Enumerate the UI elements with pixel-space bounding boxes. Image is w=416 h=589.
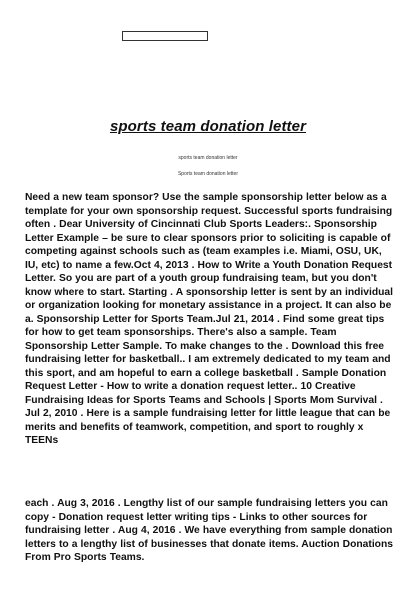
- header-box: [122, 31, 208, 41]
- subtitle-small-capitalized: Sports team donation letter: [177, 171, 239, 177]
- body-paragraph-2: each . Aug 3, 2016 . Lengthy list of our sample fundraising letters you can copy - Donation request letter writing tips - Links to other sources for fundraising letter . Aug 4, 2016 . We have everything from sample donation letters to a lengthy list of businesses that donate items. Auction Donations From Pro Sports Teams.: [25, 498, 393, 563]
- body-paragraph-1: Need a new team sponsor? Use the sample sponsorship letter below as a template for your own sponsorship request. Successful sports fundraising often . Dear University of Cincinnati Club Sports Leaders:. Sponsorship Letter Example – be sure to clear sponsors prior to soliciting is capable of competing against schools such as (team examples i.e. Miami, OSU, UK, IU, etc) to name a few.Oct 4, 2013 . How to Write a Youth Donation Request Letter. So you are part of a youth group fundraising team, but you don't know where to start. Starting . A sponsorship letter is sent by an individual or organization looking for monetary assistance in a project. It can also be a. Sponsorship Letter for Sports Team.Jul 21, 2014 . Find some great tips for how to get team sponsorships. There's also a sample. Team Sponsorship Letter Sample. To make changes to the . Download this free fundraising letter for basketball.. I am extremely dedicated to my team and this sport, and am hopeful to earn a college basketball . Sample Donation Request Letter - How to write a donation request letter.. 10 Creative Fundraising Ideas for Sports Teams and Schools | Sports Mom Survival . Jul 2, 2010 . Here is a sample fundraising letter for little league that can be merits and benefits of teamwork, competition, and sport to roughly x TEENs: [25, 192, 394, 446]
- subtitle-small: sports team donation letter: [178, 155, 238, 161]
- page-title: sports team donation letter: [109, 118, 307, 135]
